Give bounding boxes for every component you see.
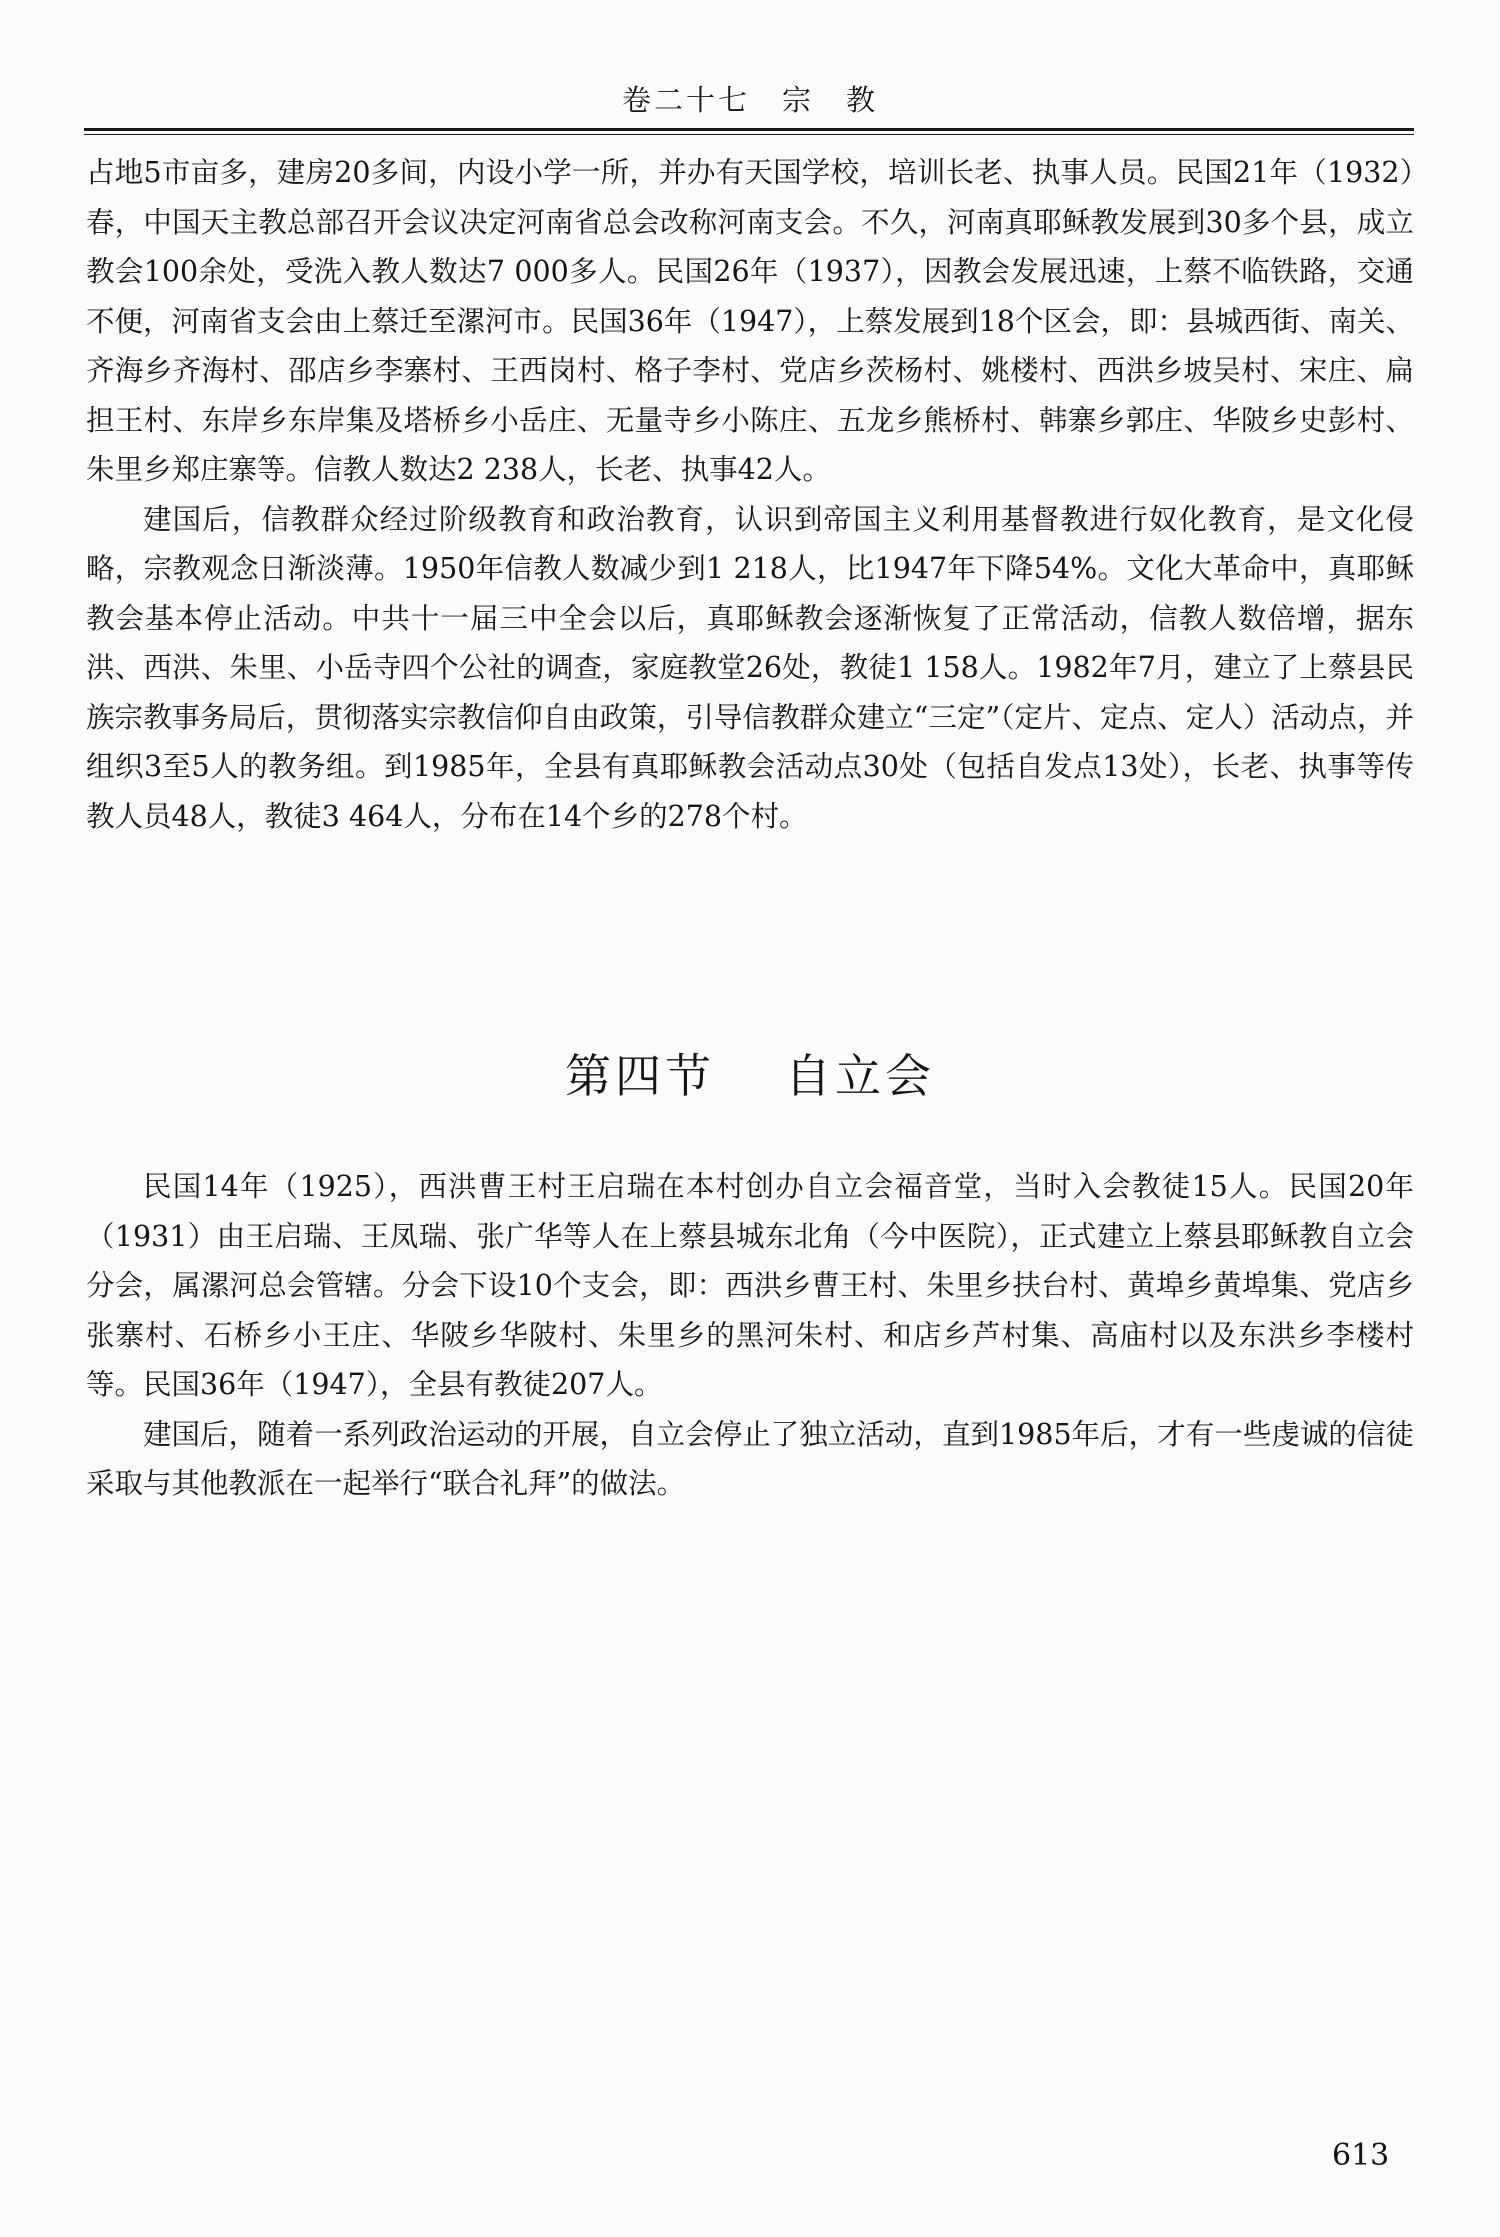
paragraph: 建国后，随着一系列政治运动的开展，自立会停止了独立活动，直到1985年后，才有一些虔诚的信徒采取与其他教派在一起举行“联合礼拜”的做法。 — [86, 1417, 1414, 1500]
paragraph: 民国14年（1925），西洪曹王村王启瑞在本村创办自立会福音堂，当时入会教徒15人。民国20年（1931）由王启瑞、王凤瑞、张广华等人在上蔡县城东北角（今中医院），正式建立上蔡县耶稣教自立会分会，属漯河总会管辖。分会下设10个支会，即：西洪乡曹王村、朱里乡扶台村、黄埠乡黄埠集、党店乡张寨村、石桥乡小王庄、华陂乡华陂村、朱里乡的黑河朱村、和店乡芦村集、高庙村以及东洪乡李楼村等。民国36年（1947），全县有教徒207人。 — [86, 1170, 1414, 1401]
section-heading — [0, 1040, 1500, 1106]
header-rule-thick — [84, 128, 1414, 131]
page-number: 613 — [1332, 2138, 1390, 2173]
header-rule-thin — [84, 134, 1414, 135]
running-header: 卷二十七 宗 教 — [621, 83, 878, 117]
section-3-continued — [86, 148, 1414, 841]
paragraph: 占地5市亩多，建房20多间，内设小学一所，并办有天国学校，培训长老、执事人员。民国21年（1932）春，中国天主教总部召开会议决定河南省总会改称河南支会。不久，河南真耶稣教发展到30多个县，成立教会100余处，受洗入教人数达7 000多人。民国26年（1937），因教会发展迅速，上蔡不临铁路，交通不便，河南省支会由上蔡迁至漯河市。民国36年（1947），上蔡发展到18个区会，即：县城西街、南关、齐海乡齐海村、邵店乡李寨村、王西岗村、格子李村、党店乡茨杨村、姚楼村、西洪乡坡吴村、宋庄、扁担王村、东岸乡东岸集及塔桥乡小岳庄、无量寺乡小陈庄、五龙乡熊桥村、韩寨乡郭庄、华陂乡史彭村、朱里乡郑庄寨等。信教人数达2 238人，长老、执事42人。 — [86, 156, 1414, 486]
paragraph: 建国后，信教群众经过阶级教育和政治教育，认识到帝国主义利用基督教进行奴化教育，是文化侵略，宗教观念日渐淡薄。1950年信教人数减少到1 218人，比1947年下降54%。文化大革命中，真耶稣教会基本停止活动。中共十一届三中全会以后，真耶稣教会逐渐恢复了正常活动，信教人数倍增，据东洪、西洪、朱里、小岳寺四个公社的调查，家庭教堂26处，教徒1 158人。1982年7月，建立了上蔡县民族宗教事务局后，贯彻落实宗教信仰自由政策，引导信教群众建立“三定”（定片、定点、定人）活动点，并组织3至5人的教务组。到1985年，全县有真耶稣教会活动点30处（包括自发点13处），长老、执事等传教人员48人，教徒3 464人，分布在14个乡的278个村。 — [86, 502, 1414, 833]
section-number: 第四节 — [565, 1049, 715, 1103]
section-name: 自立会 — [785, 1049, 935, 1103]
section-4-body — [86, 1162, 1414, 1509]
